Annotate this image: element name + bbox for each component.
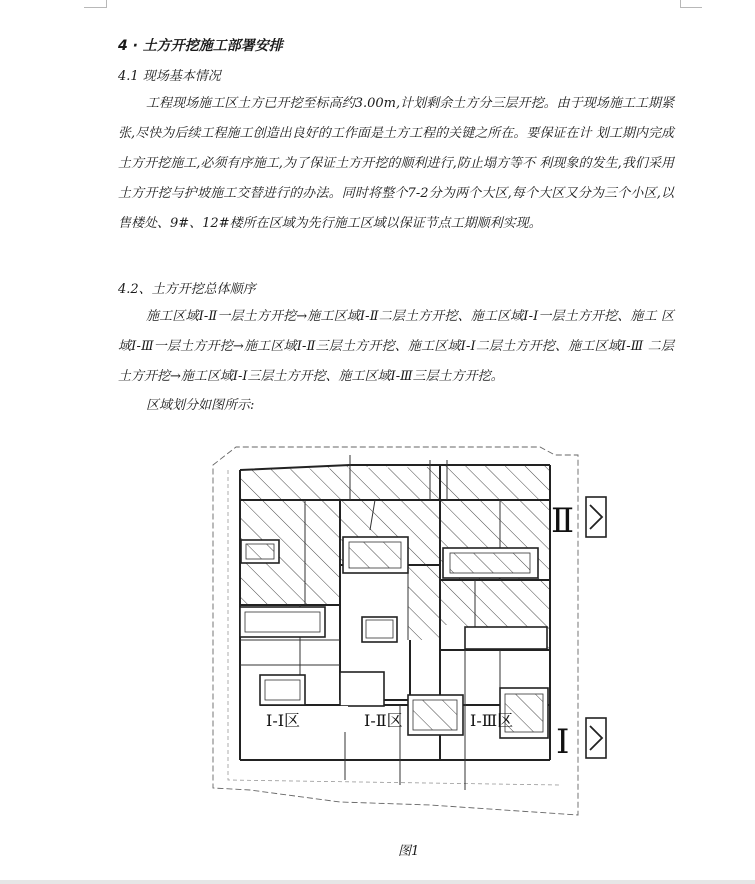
- zone-2-arrow-icon: [590, 505, 602, 529]
- big-zone-label-2: Ⅱ: [551, 501, 575, 541]
- section-heading: 4 · 土方开挖施工部署安排: [118, 38, 283, 54]
- section-4-2-title: 4.2、土方开挖总体顺序: [118, 282, 256, 297]
- section-4-2-paragraph: 施工区域Ⅰ-Ⅱ一层土方开挖→施工区域Ⅰ-Ⅱ二层土方开挖、施工区域Ⅰ-Ⅰ一层土方开挖、施工 区域Ⅰ-Ⅲ一层土方开挖→施工区域Ⅰ-Ⅱ三层土方开挖、施工区域Ⅰ-Ⅰ二层土方开挖、施工区域Ⅰ-Ⅲ 二层土方开挖→施工区域Ⅰ-Ⅰ三层土方开挖、施工区域Ⅰ-Ⅲ三层土方开挖。: [118, 309, 674, 384]
- zone-1-arrow-icon: [590, 726, 602, 750]
- zone-label-1-1: Ⅰ-Ⅰ区: [266, 711, 301, 730]
- section-4-1-title: 4.1 现场基本情况: [118, 69, 221, 84]
- zone-label-1-3: Ⅰ-Ⅲ区: [470, 711, 514, 730]
- figure-note: 区域划分如图所示:: [146, 398, 255, 413]
- big-zone-label-1: Ⅰ: [556, 722, 570, 762]
- zone-label-1-2: Ⅰ-Ⅱ区: [364, 711, 403, 730]
- page-bottom-edge: [0, 880, 755, 884]
- figure-caption: 图1: [398, 844, 420, 859]
- section-4-1-paragraph: 工程现场施工区土方已开挖至标高约3.00m,计划剩余土方分三层开挖。由于现场施工工期紧张,尽快为后续工程施工创造出良好的工作面是土方工程的关键之所在。要保证在计 划工期内完成土方开挖施工,必须有序施工,为了保证土方开挖的顺利进行,防止塌方等不 利现象的发生,我们采用土方开挖与护坡施工交替进行的办法。同时将整个7-2分为两个大区,每个大区又分为三个小区,以售楼处、9#、12#楼所在区域为先行施工区域以保证节点工期顺利实现。: [118, 96, 674, 231]
